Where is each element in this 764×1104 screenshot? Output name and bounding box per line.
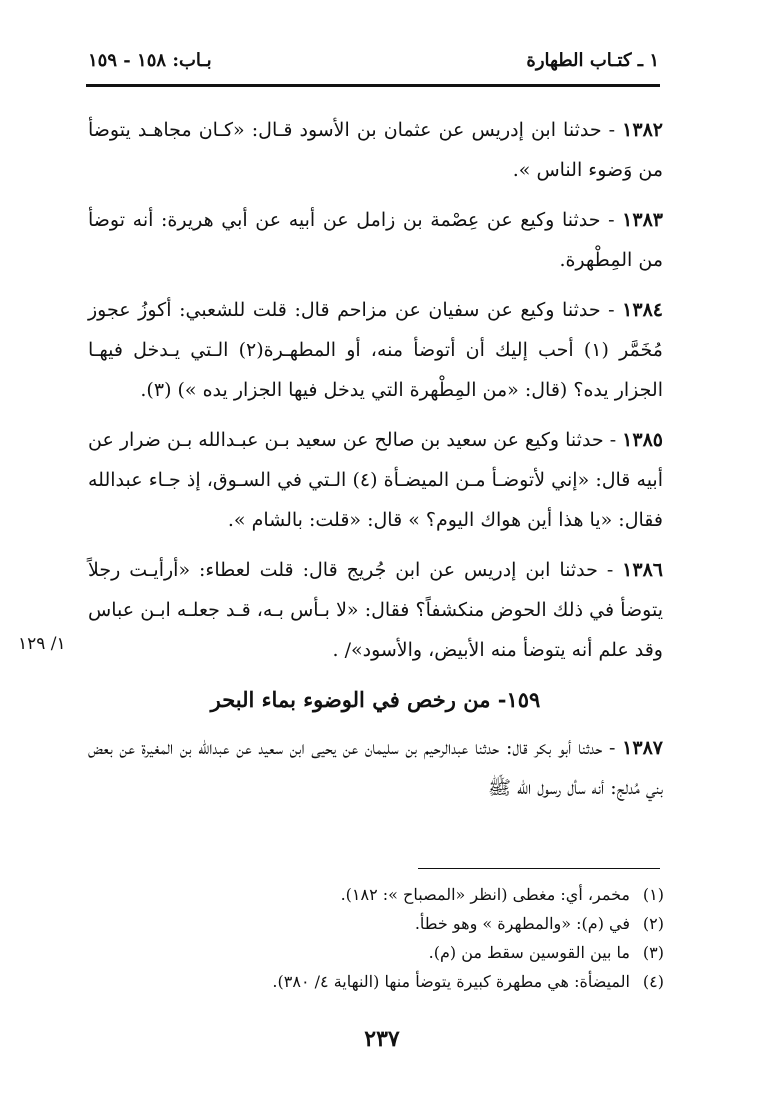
footnote-text: الميضأة: هي مطهرة كبيرة يتوضأ منها (النهاية ٤/ ٣٨٠). [272, 972, 630, 991]
footnote-number: (٣) [642, 943, 664, 962]
header-divider [86, 84, 660, 87]
hadith-number: ١٣٨٢ [622, 119, 663, 141]
hadith-text: - حدثنا ابن إدريس عن عثمان بن الأسود قـال: «كـان مجاهـد يتوضأ من وَضوء الناس ». [88, 119, 663, 181]
footnotes [104, 880, 664, 996]
footnote-number: (١) [642, 885, 664, 904]
footnote-number: (٤) [642, 972, 664, 991]
footnote-item [104, 909, 664, 938]
footnote-number: (٢) [642, 914, 664, 933]
header-chapter-range: بـاب: ١٥٨ - ١٥٩ [88, 50, 212, 71]
footnote-text: في (م): «والمطهرة » وهو خطأ. [414, 914, 630, 933]
page-number: ٢٣٧ [364, 1026, 400, 1052]
hadith-number: ١٣٨٧ [622, 737, 663, 759]
main-text [88, 110, 663, 818]
footnote-text: ما بين القوسين سقط من (م). [428, 943, 630, 962]
footnote-text: مخمر، أي: مغطى (انظر «المصباح »: ١٨٢). [340, 885, 630, 904]
hadith-text: - حدثنا وكيع عن سعيد بن صالح عن سعيد بـن عبـدالله بـن ضرار عن أبيه قال: «إني لأتوضـأ مـن الميضـأة (٤) الـتي في السـوق، إذ جـاء عبدالله فقال: «يا هذا أين هواك اليوم؟ » قال: «قلت: بالشام ». [88, 429, 663, 531]
hadith-text: - حدثنا وكيع عن سفيان عن مزاحم قال: قلت للشعبي: أكوزُ عجوز مُخَمَّر (١) أحب إليك أن أتوضأ منه، أو المطهـرة(٢) الـتي يـدخل فيهـا الجزار يده؟ (قال: «من المِطْهرة التي يدخل فيها الجزار يده ») (٣). [88, 299, 663, 401]
header-book-title: ١ ـ كتـاب الطهارة [526, 50, 659, 71]
hadith-number: ١٣٨٦ [622, 559, 663, 581]
hadith-number: ١٣٨٣ [622, 209, 663, 231]
hadith-text: - حدثنا أبو بكر قال: حدثنا عبدالرحيم بن سليمان عن يحيى ابن سعيد عن عبدالله بن المغيرة عن بعض بني مُدلج: أنه سأل رسول الله ﷺ [88, 737, 663, 799]
hadith-number: ١٣٨٤ [622, 299, 663, 321]
footnote-item [104, 967, 664, 996]
hadith-number: ١٣٨٥ [622, 429, 663, 451]
footnote-item [104, 938, 664, 967]
hadith-text: - حدثنا ابن إدريس عن ابن جُريج قال: قلت لعطاء: «أرأيـت رجلاً يتوضأ في ذلك الحوض منكشفاً؟ فقال: «لا بـأس بـه، قـد جعلـه ابـن عباس وقد علم أنه يتوضأ منه الأبيض، والأسود»/ . [88, 559, 663, 661]
section-heading: ١٥٩- من رخص في الوضوء بماء البحر [210, 687, 541, 712]
hadith-paragraph [88, 728, 663, 808]
hadith-paragraph [88, 420, 663, 540]
hadith-paragraph [88, 110, 663, 190]
margin-note: ١/ ١٢٩ [18, 634, 66, 654]
footnote-item [104, 880, 664, 909]
hadith-paragraph [88, 200, 663, 280]
footnote-divider [418, 868, 660, 869]
hadith-paragraph [88, 290, 663, 410]
hadith-paragraph [88, 550, 663, 670]
hadith-text: - حدثنا وكيع عن عِصْمة بن زامل عن أبيه عن أبي هريرة: أنه توضأ من المِطْهرة. [88, 209, 663, 271]
